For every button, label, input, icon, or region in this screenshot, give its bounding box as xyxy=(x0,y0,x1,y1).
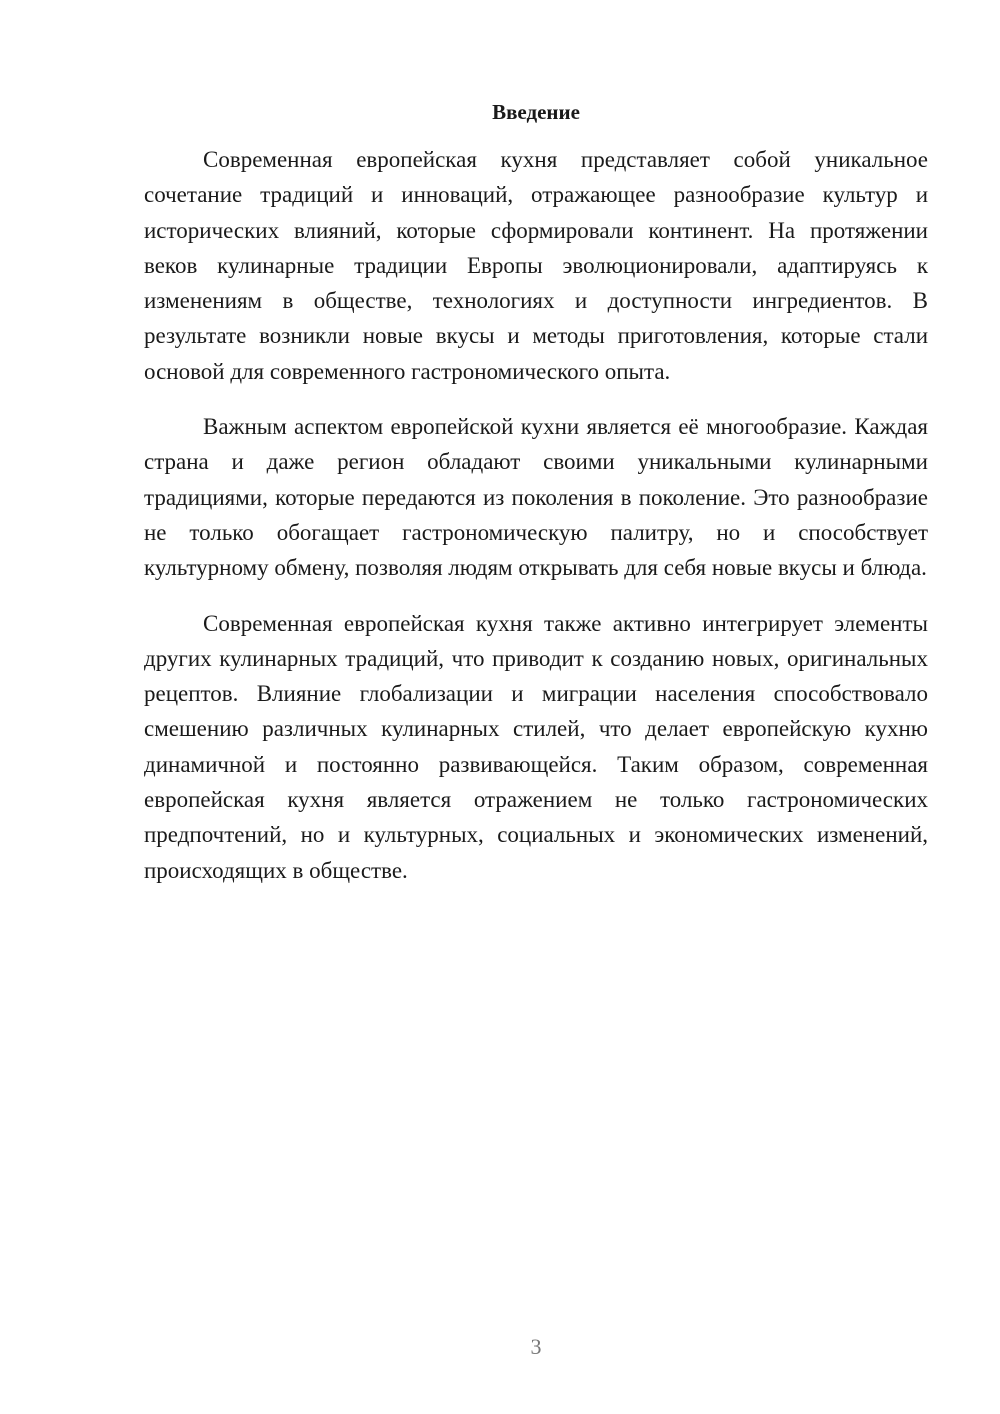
page-number: 3 xyxy=(530,1334,542,1359)
section-heading: Введение xyxy=(492,100,580,124)
body-text xyxy=(144,142,928,888)
paragraph-3: Современная европейская кухня также активно интегрирует элементы других кулинарных традиций, что приводит к созданию новых, оригинальных рецептов. Влияние глобализации и миграции населения способствовало смешению различных кулинарных стилей, что делает европейскую кухню динамичной и постоянно развивающейся. Таким образом, современная европейская кухня является отражением не только гастрономических предпочтений, но и культурных, социальных и экономических изменений, происходящих в обществе. xyxy=(144,610,928,883)
paragraph-2: Важным аспектом европейской кухни является её многообразие. Каждая страна и даже регион обладают своими уникальными кулинарными традициями, которые передаются из поколения в поколение. Это разнообразие не только обогащает гастрономическую палитру, но и способствует культурному обмену, позволяя людям открывать для себя новые вкусы и блюда. xyxy=(144,414,928,581)
paragraph-1: Современная европейская кухня представляет собой уникальное сочетание традиций и инноваций, отражающее разнообразие культур и исторических влияний, которые сформировали континент. На протяжении веков кулинарные традиции Европы эволюционировали, адаптируясь к изменениям в обществе, технологиях и доступности ингредиентов. В результате возникли новые вкусы и методы приготовления, которые стали основой для современного гастрономического опыта. xyxy=(144,147,928,384)
